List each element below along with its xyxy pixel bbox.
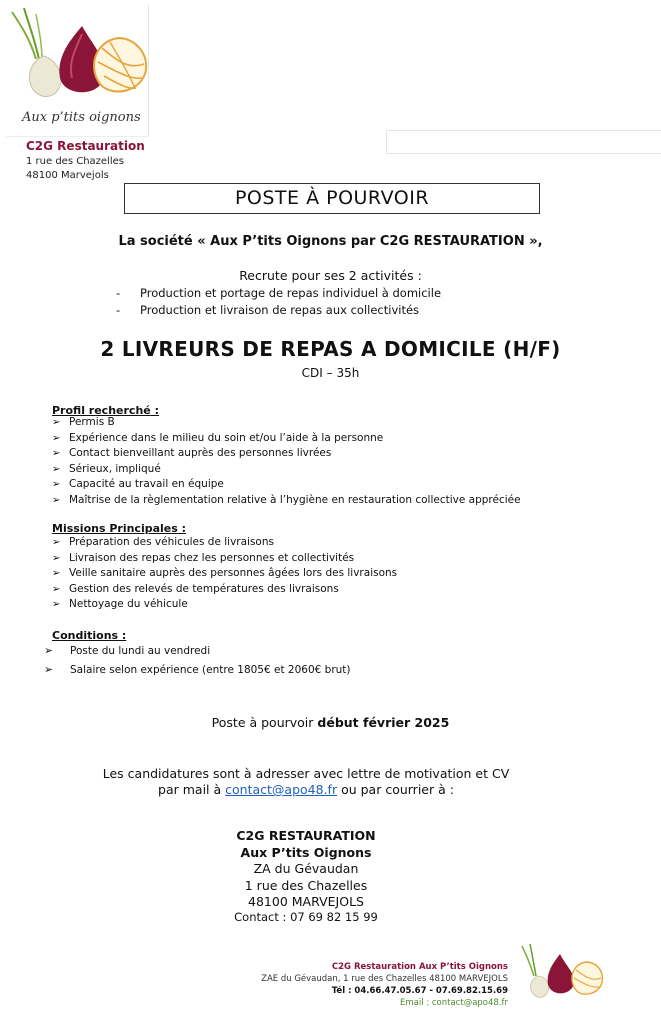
- company-name: C2G Restauration: [26, 139, 145, 153]
- footer-email: Email : contact@apo48.fr: [400, 998, 508, 1008]
- heading-colon: :: [118, 629, 127, 642]
- footer-phone: Tél : 04.66.47.05.67 - 07.69.82.15.69: [331, 986, 508, 996]
- email-suffix: ou par courrier à :: [337, 782, 454, 797]
- arrow-bullet-icon: ➢: [52, 433, 61, 444]
- list-item: [52, 447, 331, 459]
- section-heading-label: Profil recherché: [52, 404, 151, 417]
- list-item-label: Préparation des véhicules de livraisons: [69, 536, 274, 548]
- company-address-street: 1 rue des Chazelles: [26, 156, 124, 167]
- section-heading-label: Missions Principales: [52, 522, 178, 535]
- arrow-bullet-icon: ➢: [52, 495, 61, 506]
- footer-address: ZAE du Gévaudan, 1 rue des Chazelles 48100 MARVEJOLS: [261, 974, 508, 984]
- list-item: [52, 432, 383, 444]
- list-item: [52, 536, 274, 548]
- dash-bullet: -: [116, 303, 121, 317]
- list-item: [52, 598, 188, 610]
- section-heading-conditions: [52, 629, 126, 642]
- arrow-bullet-icon: ➢: [52, 568, 61, 579]
- contract-type: CDI – 35h: [301, 366, 360, 380]
- list-item-label: Livraison des repas chez les personnes et collectivités: [69, 552, 355, 564]
- activity-label: Production et portage de repas individuel à domicile: [140, 286, 442, 300]
- email-prefix: par mail à: [158, 782, 226, 797]
- postal-name: C2G RESTAURATION: [236, 828, 376, 843]
- header-rule: [386, 130, 661, 154]
- logo-wordmark: Aux p’tits oignons: [22, 110, 141, 125]
- activity-label: Production et livraison de repas aux collectivités: [140, 303, 420, 317]
- list-item: [52, 478, 224, 490]
- list-item-label: Veille sanitaire auprès des personnes âgées lors des livraisons: [69, 567, 398, 579]
- list-item-label: Sérieux, impliqué: [69, 463, 161, 475]
- section-heading-label: Conditions: [52, 629, 119, 642]
- list-item: [52, 552, 354, 564]
- arrow-bullet-icon: ➢: [52, 584, 61, 595]
- start-date-prefix: Poste à pourvoir: [211, 715, 318, 730]
- list-item-label: Salaire selon expérience (entre 1805€ et 2060€ brut): [70, 664, 351, 676]
- activity-item: [116, 303, 419, 317]
- list-item-label: Contact bienveillant auprès des personnes livrées: [69, 447, 332, 459]
- job-headline: 2 LIVREURS DE REPAS A DOMICILE (H/F): [100, 337, 561, 361]
- dash-bullet: -: [116, 286, 121, 300]
- list-item-label: Nettoyage du véhicule: [69, 598, 188, 610]
- start-date-line: [0, 715, 661, 730]
- arrow-bullet-icon: ➢: [44, 663, 54, 676]
- application-email-line: [0, 782, 612, 797]
- application-instructions: Les candidatures sont à adresser avec lettre de motivation et CV: [102, 766, 510, 781]
- arrow-bullet-icon: ➢: [52, 464, 61, 475]
- arrow-bullet-icon: ➢: [52, 448, 61, 459]
- list-item: [52, 583, 339, 595]
- activity-item: [116, 286, 441, 300]
- list-item: [52, 494, 521, 506]
- arrow-bullet-icon: ➢: [52, 553, 61, 564]
- list-item-label: Capacité au travail en équipe: [69, 478, 224, 490]
- intro-text: La société « Aux P’tits Oignons par C2G RESTAURATION »,: [118, 234, 543, 249]
- onion-logo-icon: [6, 4, 148, 114]
- list-item-label: Expérience dans le milieu du soin et/ou l’aide à la personne: [69, 432, 384, 444]
- recruit-text: Recrute pour ses 2 activités :: [239, 268, 422, 283]
- onion-logo-icon: [520, 942, 604, 1000]
- postal-city: 48100 MARVEJOLS: [248, 894, 364, 909]
- arrow-bullet-icon: ➢: [52, 479, 61, 490]
- email-link[interactable]: contact@apo48.fr: [225, 782, 338, 797]
- arrow-bullet-icon: ➢: [44, 644, 54, 657]
- list-item: [44, 663, 351, 676]
- start-date: début février 2025: [317, 715, 450, 730]
- arrow-bullet-icon: ➢: [52, 417, 61, 428]
- list-item-label: Gestion des relevés de températures des livraisons: [69, 583, 339, 595]
- heading-colon: :: [150, 404, 159, 417]
- list-item: [52, 463, 161, 475]
- list-item: [52, 567, 397, 579]
- arrow-bullet-icon: ➢: [52, 599, 61, 610]
- heading-colon: :: [177, 522, 187, 535]
- arrow-bullet-icon: ➢: [52, 537, 61, 548]
- page-title: POSTE À POURVOIR: [124, 183, 540, 214]
- list-item: [52, 416, 115, 428]
- postal-contact: Contact : 07 69 82 15 99: [234, 910, 378, 924]
- postal-street: 1 rue des Chazelles: [244, 878, 368, 893]
- list-item: [44, 644, 210, 657]
- postal-brand: Aux P’tits Oignons: [240, 845, 372, 860]
- list-item-label: Poste du lundi au vendredi: [70, 645, 211, 657]
- company-address-city: 48100 Marvejols: [26, 170, 109, 181]
- footer-logo: [520, 942, 604, 1000]
- postal-zone: ZA du Gévaudan: [253, 861, 359, 876]
- section-heading-missions: [52, 522, 186, 535]
- list-item-label: Permis B: [69, 416, 115, 428]
- list-item-label: Maîtrise de la règlementation relative à l’hygiène en restauration collective appréciée: [69, 494, 521, 506]
- footer-company: C2G Restauration Aux P’tits Oignons: [331, 962, 508, 972]
